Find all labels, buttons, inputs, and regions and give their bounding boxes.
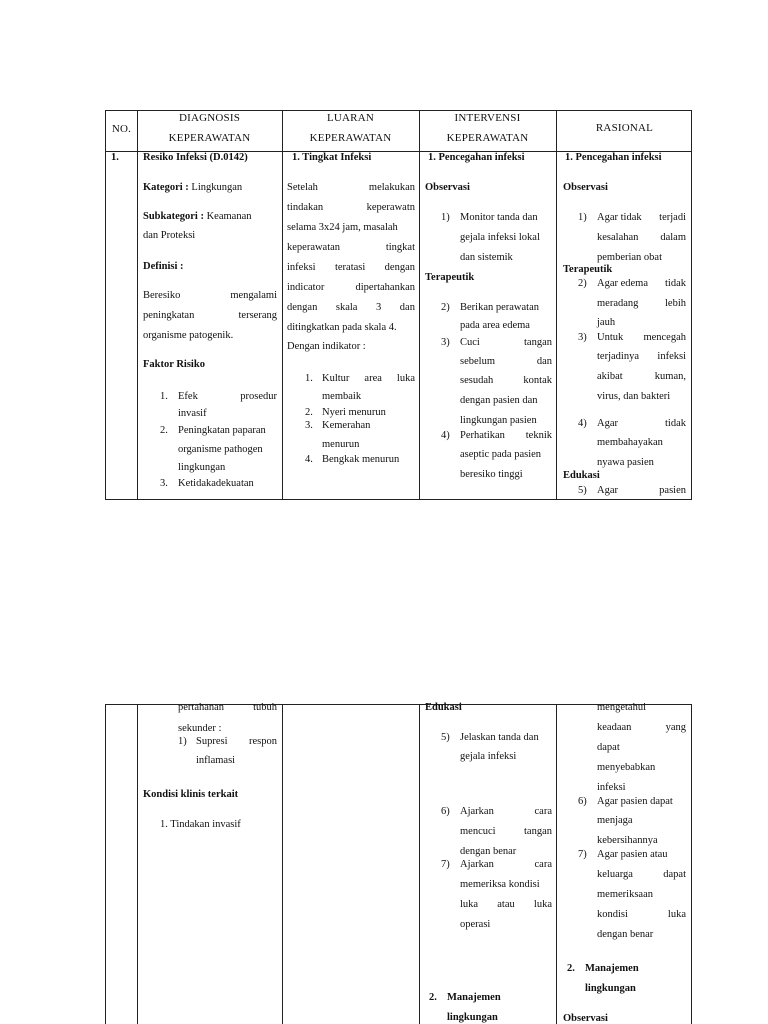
intervensi-3: Cuci tangan [460,337,552,348]
rasional-edukasi-label: Edukasi [563,470,600,481]
rasional-observasi-label: Observasi [563,182,608,193]
faktor-2-cont2: lingkungan [178,462,226,473]
rasional-terapeutik-label: Terapeutik [563,264,613,275]
luaran-title: 1. Tingkat Infeksi [292,152,372,163]
luaran-line-9: Dengan indikator : [287,341,366,352]
header-no: NO. [111,123,132,135]
indikator-4-num: 4. [305,454,313,465]
r2-line-2: meradang lebih [597,298,686,309]
intervensi-7: Ajarkan cara [460,859,552,870]
manajemen-lingkungan-rasional: Manajemen [585,963,639,974]
kategori: Kategori : Lingkungan [143,182,243,193]
rasional-observasi-label-2: Observasi [563,1013,608,1024]
indikator-4: Bengkak menurun [322,454,400,465]
r3-line-3: akibat kuman, [597,371,686,382]
rasional-7: Agar pasien atau [597,849,668,860]
kondisi-1: 1. Tindakan invasif [160,819,241,830]
o1-cont2: dan sistemik [460,252,513,263]
definisi-line-3: organisme patogenik. [143,330,234,341]
t4-cont: aseptic pada pasien [460,449,542,460]
o1-cont: gejala infeksi lokal [460,232,540,243]
indikator-1-num: 1. [305,373,313,384]
luaran-line-4: keperawatan tingkat [287,242,415,253]
ras-cont-line-2: keadaan yang [597,722,686,733]
r6-num: 6) [578,796,587,807]
intervensi-title: 1. Pencegahan infeksi [428,152,525,163]
luaran-line-1: Setelah melakukan [287,182,415,193]
e6-line-3: dengan benar [460,846,517,857]
t3-line-3: sesudah kontak [460,375,552,386]
header-luaran: LUARAN KEPERAWATAN [309,112,392,144]
faktor-2-cont: organisme pathogen [178,444,263,455]
r3-line-2: terjadinya infeksi [597,351,686,362]
e5-cont: gejala infeksi [460,751,517,762]
r7-line-3: memeriksaan [597,889,653,900]
rasional-title: 1. Pencegahan infeksi [565,152,662,163]
faktor-1-num: 1. [160,391,168,402]
s1-num: 1) [178,736,187,747]
faktor-risiko-label: Faktor Risiko [143,359,205,370]
luaran-line-7: dengan skala 3 dan [287,302,415,313]
s1-cont: inflamasi [196,755,236,766]
definisi-line-1: Beresiko mengalami [143,290,277,301]
row-number: 1. [111,152,119,163]
luaran-line-6: indicator dipertahankan [287,282,415,293]
indikator-3-num: 3. [305,420,313,431]
rasional-5: Agar pasien [597,485,686,496]
r6-cont: menjaga [597,815,633,826]
faktor-3-num: 3. [160,478,168,489]
luaran-line-8: ditingkatkan pada skala 4. [287,322,397,333]
intervensi-5: Jelaskan tanda dan [460,732,539,743]
r4-line-3: nyawa pasien [597,457,654,468]
definisi-label: Definisi : [143,261,184,272]
observasi-label: Observasi [425,182,470,193]
header-diagnosis: DIAGNOSIS KEPERAWATAN [168,112,251,144]
diagnosis-title: Resiko Infeksi (D.0142) [143,152,248,163]
faktor-2: Peningkatan paparan [178,425,266,436]
r5-num: 5) [578,485,587,496]
rasional-4: Agar tidak [597,418,686,429]
r-m2-cont: lingkungan [585,983,636,994]
indikator-1: Kultur area luka [322,373,415,384]
supresi-item: Supresi respon [196,736,277,747]
r3-num: 3) [578,332,587,343]
m2-cont: lingkungan [447,1012,498,1023]
r1-line-3: pemberian obat [597,252,663,263]
faktor-1-cont: invasif [178,408,207,419]
ras-cont-line-3: dapat [597,742,620,753]
indikator-3-cont: menurun [322,439,360,450]
subkategori-cont: dan Proteksi [143,230,196,241]
edukasi-label: Edukasi [425,702,462,713]
terapeutik-label: Terapeutik [425,272,475,283]
rasional-3: Untuk mencegah [597,332,686,343]
r6-cont2: kebersihannya [597,835,658,846]
indikator-3: Kemerahan [322,420,371,431]
indikator-1-cont: membaik [322,391,362,402]
t4-cont2: beresiko tinggi [460,469,523,480]
e7-num: 7) [441,859,450,870]
diag-cont-line-2: sekunder : [178,723,222,734]
t2-num: 2) [441,302,450,313]
ras-cont-line-5: infeksi [597,782,626,793]
e5-num: 5) [441,732,450,743]
r2-line-3: jauh [597,317,616,328]
rasional-1: Agar tidak terjadi [597,212,686,223]
e7-line-3: luka atau luka [460,899,552,910]
o1-num: 1) [441,212,450,223]
header-rasional: RASIONAL [595,122,654,134]
header-intervensi: INTERVENSI KEPERAWATAN [446,112,529,144]
r4-num: 4) [578,418,587,429]
t3-line-2: sebelum dan [460,356,552,367]
r4-line-2: membahayakan [597,437,663,448]
intervensi-4: Perhatikan teknik [460,430,552,441]
t2-cont: pada area edema [460,320,530,331]
diag-cont-line-1: pertahanan tubuh [178,702,277,713]
kondisi-klinis-label: Kondisi klinis terkait [143,789,239,800]
faktor-1: Efek prosedur [178,391,277,402]
indikator-2: Nyeri menurun [322,407,386,418]
e7-line-4: operasi [460,919,491,930]
e6-line-2: mencuci tangan [460,826,552,837]
ras-cont-line-4: menyebabkan [597,762,656,773]
luaran-line-2: tindakan keperawatn [287,202,415,213]
faktor-3: Ketidakadekuatan [178,478,254,489]
faktor-2-num: 2. [160,425,168,436]
r1-line-2: kesalahan dalam [597,232,686,243]
e6-num: 6) [441,806,450,817]
luaran-line-5: infeksi teratasi dengan [287,262,415,273]
t3-line-5: lingkungan pasien [460,415,537,426]
care-plan-table-page-1 [105,110,692,500]
r1-num: 1) [578,212,587,223]
r7-line-2: keluarga dapat [597,869,686,880]
r7-line-5: dengan benar [597,929,654,940]
subkategori: Subkategori : Keamanan [143,211,252,222]
t3-line-4: dengan pasien dan [460,395,538,406]
manajemen-lingkungan-intervensi: Manajemen [447,992,501,1003]
r3-line-4: virus, dan bakteri [597,391,671,402]
luaran-line-3: selama 3x24 jam, masalah [287,222,398,233]
t4-num: 4) [441,430,450,441]
intervensi-2: Berikan perawatan [460,302,540,313]
indikator-2-num: 2. [305,407,313,418]
e7-line-2: memeriksa kondisi [460,879,540,890]
ras-cont-line-1: mengetahui [597,702,646,713]
r-m2-num: 2. [567,963,575,974]
t3-num: 3) [441,337,450,348]
r7-line-4: kondisi luka [597,909,686,920]
rasional-2: Agar edema tidak [597,278,686,289]
care-plan-table-page-2 [105,704,692,1024]
rasional-6: Agar pasien dapat [597,796,673,807]
r2-num: 2) [578,278,587,289]
r7-num: 7) [578,849,587,860]
m2-num: 2. [429,992,437,1003]
intervensi-6: Ajarkan cara [460,806,552,817]
intervensi-1: Monitor tanda dan [460,212,538,223]
definisi-line-2: peningkatan terserang [143,310,277,321]
